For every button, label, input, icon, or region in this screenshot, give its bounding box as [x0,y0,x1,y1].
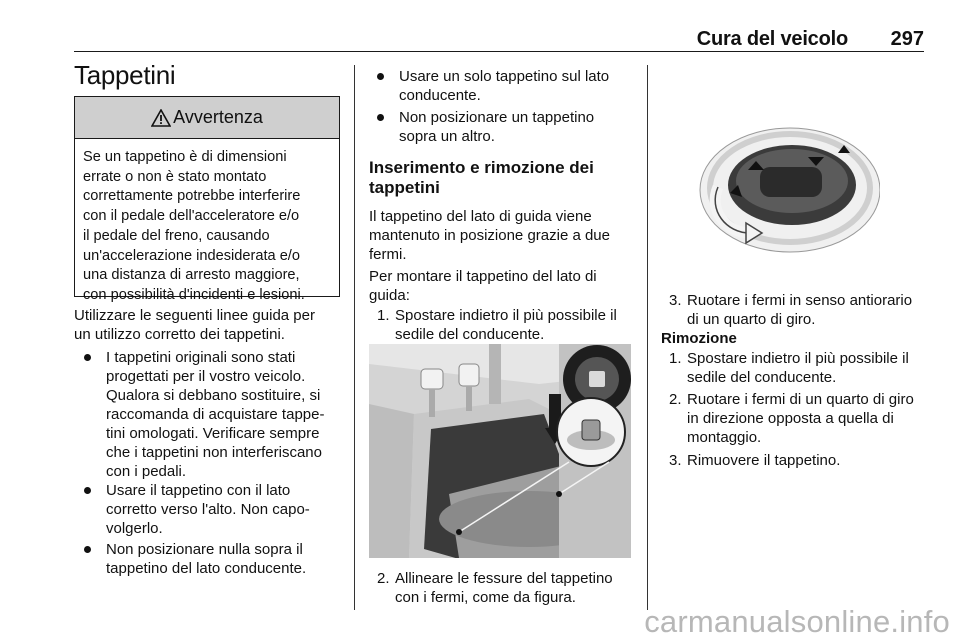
bullet-dot [84,487,91,494]
footwell-drawing [369,344,631,558]
bullet-dot [84,546,91,553]
warning-title: Avvertenza [173,107,263,127]
warning-line: una distanza di arresto maggiore, [83,267,300,284]
warning-header [75,97,339,139]
bullet-dot [377,73,384,80]
warning-line: il pedale del freno, causando [83,227,270,244]
bullet-text: Usare il tappetino con il lato corretto verso l'alto. Non capo- volgerlo. [106,482,310,537]
retainer-drawing [690,115,880,255]
page-number: 297 [890,28,924,50]
section-title: Tappetini [74,60,176,90]
bullet-text: Usare un solo tappetino sul lato conducente. [399,68,610,104]
warning-line: con possibilità d'incidenti e lesioni. [83,286,305,303]
column-divider-left [354,65,355,610]
intro-line: un utilizzo corretto dei tappetini. [74,326,285,343]
retainer-illustration [690,115,880,255]
bullet-text: Non posizionare un tappetino sopra un altro. [399,109,595,145]
footwell-illustration [369,344,631,558]
warning-box [74,96,340,303]
bullet-text: I tappetini originali sono stati progettati per il vostro veicolo. Qualora si debbano sostituire, si raccomanda di acquistare tappe- tini omologati. Verificare sempre che i tappetini non interferiscano con i pedali. [106,349,325,480]
header-rule [74,51,924,52]
watermark: carmanualsonline.info [644,604,950,639]
warning-text [75,139,339,306]
warning-line: un'accelerazione indesiderata e/o [83,247,300,264]
subsection-title: Inserimento e rimozione dei tappetini [369,158,594,197]
intro-line: Utilizzare le seguenti linee guida per [74,307,315,324]
running-header-title: Cura del veicolo [696,28,848,50]
warning-line: Se un tappetino è di dimensioni [83,149,287,165]
bullet-dot [377,114,384,121]
warning-line: errate o non è stato montato [83,168,267,185]
insert-paragraph-2: Per montare il tappetino del lato di guida: [369,268,597,304]
bullet-text: Non posizionare nulla sopra il tappetino del lato conducente. [106,541,307,577]
removal-title: Rimozione [661,330,737,347]
warning-line: correttamente potrebbe interferire [83,188,301,205]
warning-triangle-icon [151,109,171,127]
column-divider-right [647,65,648,610]
intro-paragraph [74,306,315,344]
warning-line: con il pedale dell'acceleratore e/o [83,208,300,225]
insert-paragraph-1: Il tappetino del lato di guida viene mantenuto in posizione grazie a due fermi. [369,208,610,263]
manual-page: Cura del veicolo 297 Tappetini Avvertenza Se un tappetino è di dimensioni errate o non è stato montato correttamente potrebbe interferire con il pedale dell'acceleratore e/o il pedale del freno, causando un'accelerazione indesiderata e/o una distanza di arresto maggiore, con possibilità d'incidenti e lesioni. Utilizzare le seguenti linee guida per un utilizzo corretto dei tappetini. I tappetini originali sono stati progettati per il vostro veicolo. Qualora si debbano sostituire, si raccomanda di acquistare tappe- tini omologati. Verificare sempre che i tappetini non interferiscano con i pedali. Usare il tappetino con il lato corretto verso l'alto. Non capo- volgerlo. Non posizionare nulla sopra il tappetino del lato conducente. Usare un solo tappetino sul lato conducente. Non posizionare un tappetino sopra un altro. Inserimento e rimozione dei tappetini Il tappetino del lato di guida viene mantenuto in posizione grazie a due fermi. Per montare il tappetino del lato di guida: 1. Spostare indietro il più possibile il sedile del conducente. 2. Allineare le fessure del tappetino con i fermi, come da figura. 3. Ruotare i fermi in senso antiorario di un quarto di giro. Rimozione 1. Spostare indietro il più possibile il sedile del conducente. 2. Ruotare i fermi di un quarto di giro in direzione opposta a quella di montaggio. 3. Rimuovere il tappetino. carmanualsonline.info [74,28,950,639]
bullet-dot [84,354,91,361]
